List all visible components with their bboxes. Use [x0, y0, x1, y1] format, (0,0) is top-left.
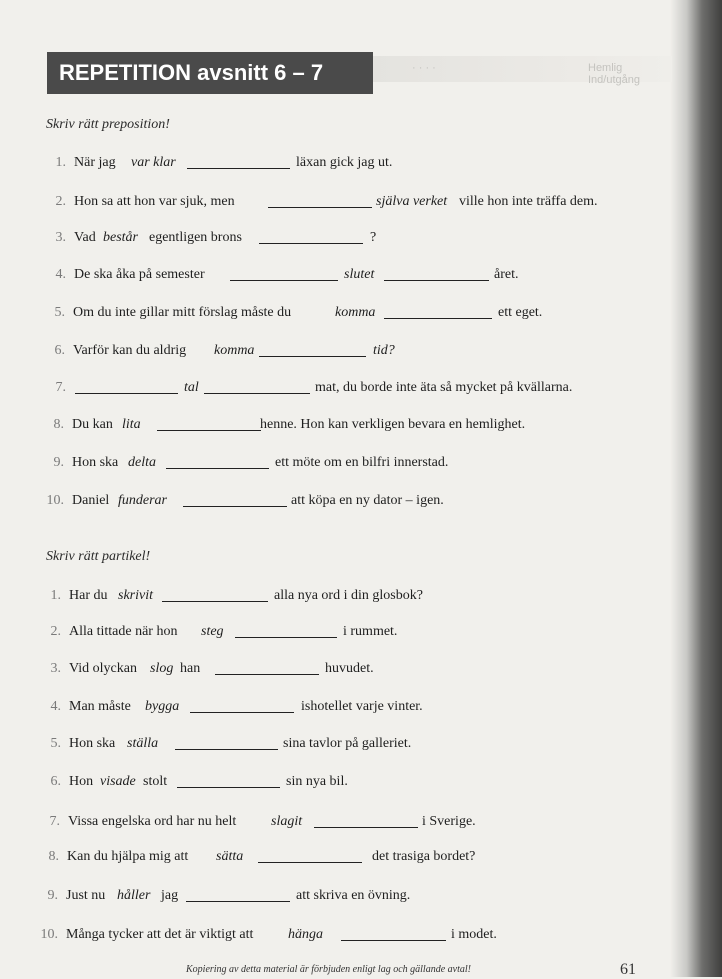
answer-blank[interactable]	[259, 356, 366, 357]
answer-blank[interactable]	[341, 940, 446, 941]
item-text: består	[103, 230, 138, 245]
item-text: tal	[184, 380, 199, 395]
answer-blank[interactable]	[259, 243, 363, 244]
answer-blank[interactable]	[177, 787, 280, 788]
item-text: att skriva en övning.	[296, 888, 411, 903]
answer-blank[interactable]	[314, 827, 418, 828]
faint-bleedthrough-strip	[372, 56, 672, 86]
item-text: Kan du hjälpa mig att	[67, 849, 189, 864]
item-text: Daniel	[72, 493, 110, 508]
item-text: mat, du borde inte äta så mycket på kvällarna.	[315, 380, 573, 395]
item-text: ett eget.	[498, 305, 543, 320]
item-text: i Sverige.	[422, 814, 476, 829]
item-number: 9.	[47, 888, 58, 903]
item-number: 10.	[46, 493, 64, 508]
item-number: 10.	[40, 927, 58, 942]
item-text: Vid olyckan	[69, 661, 137, 676]
item-number: 6.	[54, 343, 65, 358]
item-text: Vad	[74, 230, 96, 245]
page-title: REPETITION avsnitt 6 – 7	[59, 60, 324, 85]
item-text: henne. Hon kan verkligen bevara en hemlighet.	[260, 417, 526, 432]
item-text: När jag	[74, 155, 116, 170]
item-text: Alla tittade när hon	[69, 624, 178, 639]
item-number: 7.	[55, 380, 66, 395]
page-number: 61	[620, 961, 636, 978]
answer-blank[interactable]	[258, 862, 362, 863]
item-text: att köpa en ny dator – igen.	[291, 493, 444, 508]
item-number: 4.	[50, 699, 61, 714]
item-text: håller	[117, 888, 151, 903]
item-number: 9.	[53, 455, 64, 470]
item-text: egentligen brons	[149, 230, 242, 245]
answer-blank[interactable]	[230, 280, 338, 281]
item-text: Många tycker att det är viktigt att	[66, 927, 254, 942]
item-number: 2.	[55, 194, 66, 209]
item-text: visade	[100, 774, 136, 789]
item-text: sin nya bil.	[286, 774, 348, 789]
item-text: var klar	[131, 155, 176, 170]
item-text: steg	[201, 624, 224, 639]
faint-strip-right-text: Hemlig Ind/utgång	[588, 62, 640, 86]
item-text: hänga	[288, 927, 323, 942]
item-text: De ska åka på semester	[74, 267, 205, 282]
answer-blank[interactable]	[384, 280, 489, 281]
answer-blank[interactable]	[384, 318, 492, 319]
answer-blank[interactable]	[204, 393, 310, 394]
item-text: stolt	[143, 774, 168, 789]
item-text: sina tavlor på galleriet.	[283, 736, 412, 751]
item-number: 8.	[53, 417, 64, 432]
section2-heading: Skriv rätt partikel!	[46, 549, 151, 564]
answer-blank[interactable]	[183, 506, 287, 507]
item-text: han	[180, 661, 201, 676]
item-text: lita	[122, 417, 141, 432]
item-text: funderar	[118, 493, 167, 508]
answer-blank[interactable]	[190, 712, 294, 713]
item-text: bygga	[145, 699, 180, 714]
item-number: 3.	[55, 230, 66, 245]
item-text: Hon sa att hon var sjuk, men	[74, 194, 235, 209]
item-number: 1.	[50, 588, 61, 603]
item-text: sätta	[216, 849, 244, 864]
answer-blank[interactable]	[75, 393, 178, 394]
item-text: det trasiga bordet?	[372, 849, 476, 864]
answer-blank[interactable]	[157, 430, 261, 431]
item-text: komma	[335, 305, 376, 320]
item-number: 3.	[50, 661, 61, 676]
answer-blank[interactable]	[235, 637, 337, 638]
item-text: Man måste	[69, 699, 131, 714]
item-text: jag	[161, 888, 179, 903]
item-text: Vissa engelska ord har nu helt	[68, 814, 237, 829]
item-text: Har du	[69, 588, 108, 603]
page-edge-shadow	[670, 0, 722, 977]
item-text: året.	[494, 267, 519, 282]
item-number: 4.	[55, 267, 66, 282]
section-header-bar	[47, 52, 373, 94]
item-text: tid?	[373, 343, 395, 358]
item-text: ett möte om en bilfri innerstad.	[275, 455, 449, 470]
answer-blank[interactable]	[175, 749, 278, 750]
item-text: slagit	[271, 814, 303, 829]
item-number: 1.	[55, 155, 66, 170]
item-text: komma	[214, 343, 255, 358]
item-text: läxan gick jag ut.	[296, 155, 393, 170]
item-text: alla nya ord i din glosbok?	[274, 588, 423, 603]
section1-heading: Skriv rätt preposition!	[46, 117, 170, 132]
item-text: skrivit	[118, 588, 153, 603]
item-text: Hon ska	[69, 736, 116, 751]
item-text: Just nu	[66, 888, 106, 903]
item-text: Varför kan du aldrig	[73, 343, 187, 358]
item-text: ?	[370, 230, 377, 245]
answer-blank[interactable]	[187, 168, 290, 169]
item-number: 5.	[54, 305, 65, 320]
answer-blank[interactable]	[162, 601, 268, 602]
item-text: själva verket	[376, 194, 448, 209]
item-text: slutet	[344, 267, 375, 282]
item-text: ville hon inte träffa dem.	[459, 194, 598, 209]
item-text: delta	[128, 455, 156, 470]
item-text: Du kan	[72, 417, 113, 432]
item-number: 2.	[50, 624, 61, 639]
item-text: huvudet.	[325, 661, 374, 676]
item-number: 8.	[48, 849, 59, 864]
item-number: 6.	[50, 774, 61, 789]
faint-strip-left-text: · · · ·	[412, 62, 436, 74]
copyright-notice: Kopiering av detta material är förbjuden enligt lag och gällande avtal!	[186, 964, 471, 975]
item-text: slog	[150, 661, 174, 676]
answer-blank[interactable]	[186, 901, 290, 902]
item-number: 5.	[50, 736, 61, 751]
answer-blank[interactable]	[166, 468, 269, 469]
item-text: ishotellet varje vinter.	[301, 699, 423, 714]
item-text: Hon ska	[72, 455, 119, 470]
item-text: Hon	[69, 774, 94, 789]
item-text: Om du inte gillar mitt förslag måste du	[73, 305, 292, 320]
item-text: i modet.	[451, 927, 497, 942]
answer-blank[interactable]	[268, 207, 372, 208]
answer-blank[interactable]	[215, 674, 319, 675]
item-text: i rummet.	[343, 624, 398, 639]
item-number: 7.	[49, 814, 60, 829]
item-text: ställa	[127, 736, 159, 751]
